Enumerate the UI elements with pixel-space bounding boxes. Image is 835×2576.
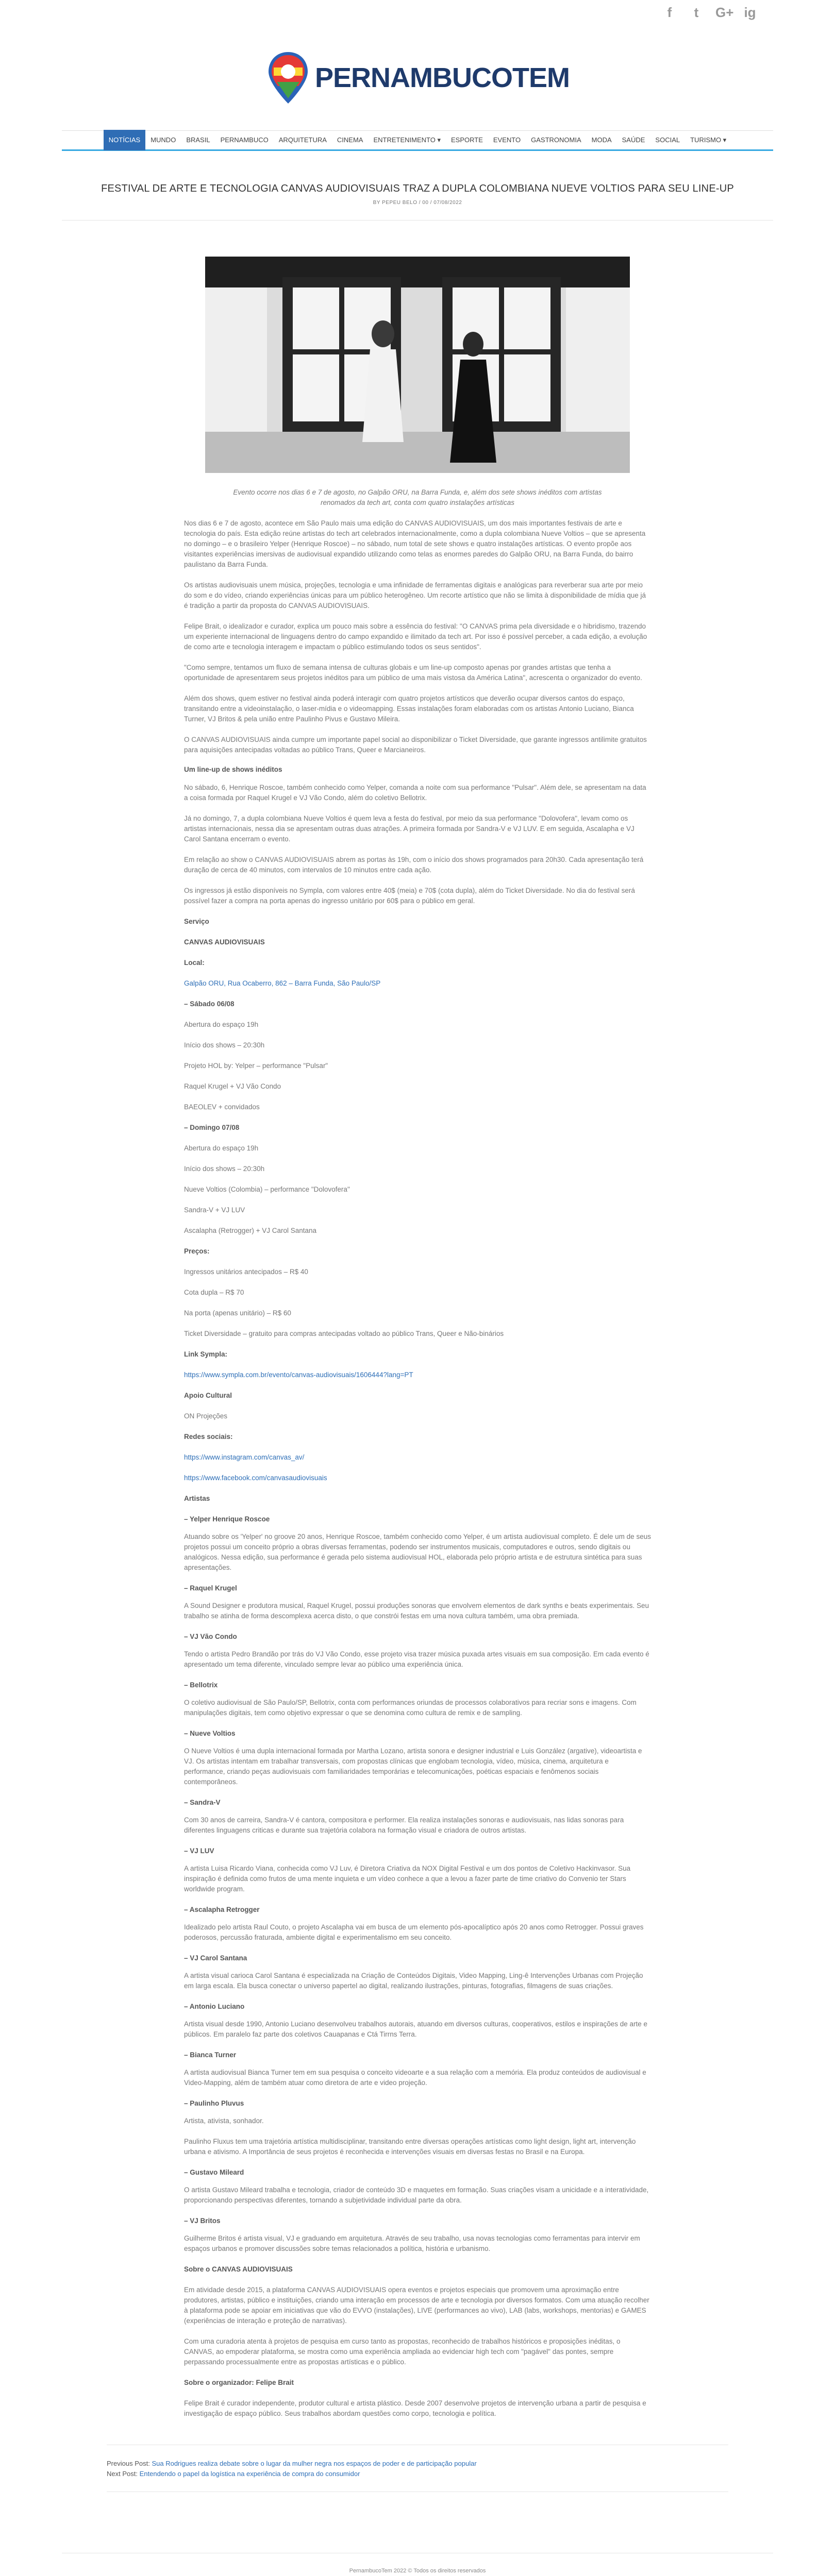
hero-caption: Evento ocorre nos dias 6 e 7 de agosto, no Galpão ORU, na Barra Funda, e, além dos sete shows inéditos com artistas renomados da tech art, conta com quatro instalações artísticas [233,488,602,506]
google-plus-icon[interactable]: G+ [715,4,734,20]
artist-name: – Paulinho Pluvus [184,2099,244,2107]
paragraph: Guilherme Britos é artista visual, VJ e graduando em arquitetura. Através de seu trabalho, usa novas tecnologias como ferramentas para intervir em espaços urbanos e promover discussões sobre temas relacionados a política, história e urbanismo. [184,2234,640,2252]
paragraph: Ticket Diversidade – gratuito para compras antecipadas voltado ao público Trans, Queer e Não-binários [184,1330,504,1337]
site-logo[interactable] [265,50,570,106]
logo-text-secondary: TEM [512,62,570,93]
paragraph: A Sound Designer e produtora musical, Raquel Krugel, possui produções sonoras que envolvem elementos de dark synths e beats experimentais. Seu trabalho se atinha de forma descomplexa acerca disto, o que constrói festas em uma nova cultura também, uma obra premiada. [184,1602,649,1620]
link-paragraph [184,1452,651,1463]
paragraph: Raquel Krugel + VJ Vão Condo [184,1082,281,1090]
nav-item-mundo[interactable]: MUNDO [151,136,176,144]
section-heading: Um line-up de shows inéditos [184,766,282,773]
artist-name: – Antonio Luciano [184,2003,245,2010]
artist-name: – VJ Britos [184,2217,221,2225]
artist-name: – Gustavo Mileard [184,2168,244,2176]
instagram-icon[interactable]: ig [744,4,756,20]
link-paragraph [184,1473,651,1483]
hero-image [205,257,630,473]
paragraph: Os artistas audiovisuais unem música, projeções, tecnologia e uma infinidade de ferramentas digitais e analógicas para reverberar sua arte por meio do som e do vídeo, criando experiências únicas para um público heterogêneo. Um recorte artístico que não se limita à disponibilidade de mídia que já é tradição a partir da proposta do CANVAS AUDIOVISUAIS. [184,581,646,609]
article-link[interactable]: https://www.instagram.com/canvas_av/ [184,1453,305,1461]
link-paragraph [184,978,651,989]
section-label: CANVAS AUDIOVISUAIS [184,938,265,946]
artist-name: – VJ Carol Santana [184,1954,247,1962]
artist-name: – VJ Vão Condo [184,1633,237,1640]
section-label: Preços: [184,1247,210,1255]
post-header [62,151,773,221]
article-link[interactable]: Galpão ORU, Rua Ocaberro, 862 – Barra Funda, São Paulo/SP [184,979,381,987]
paragraph: "Como sempre, tentamos um fluxo de semana intensa de culturas globais e um line-up composto apenas por grandes artistas que tenha a oportunidade de apresentarem seus projetos inéditos para um público de uma mais vistosa da América Latina", acrescenta o organizador do evento. [184,664,642,682]
artist-name: – Bianca Turner [184,2051,237,2059]
artist-name: – Bellotrix [184,1681,218,1689]
paragraph: Os ingressos já estão disponíveis no Sympla, com valores entre 40$ (meia) e 70$ (cota dupla), além do Ticket Diversidade. No dia do festival será possível fazer a compra na porta apenas do ingresso unitário por 60$ para o público em geral. [184,887,635,905]
paragraph: Com 30 anos de carreira, Sandra-V é cantora, compositora e performer. Ela realiza instalações sonoras e audiovisuais, nas lidas sonoras para diferentes linguagens criticas e durante sua trajetória colabora na formação visual e criadora de outros artistas. [184,1816,624,1834]
section-label: Artistas [184,1495,210,1502]
paragraph: Ascalapha (Retrogger) + VJ Carol Santana [184,1227,317,1234]
paragraph: ON Projeções [184,1412,228,1420]
paragraph: BAEOLEV + convidados [184,1103,260,1111]
section-label: Apoio Cultural [184,1392,232,1399]
paragraph: Artista, ativista, sonhador. [184,2117,264,2125]
main-nav [62,130,773,151]
twitter-icon[interactable]: t [694,4,699,20]
nav-item-moda[interactable]: MODA [591,136,612,144]
section-label: Redes sociais: [184,1433,233,1440]
paragraph: Idealizado pelo artista Raul Couto, o projeto Ascalapha vai em busca de um elemento pós-apocalíptico após 20 anos como Retrogger. Possui graves poderosos, percussão fraturada, ambiente digital e experimentalismo em seu conceito. [184,1923,644,1941]
paragraph: Na porta (apenas unitário) – R$ 60 [184,1309,291,1317]
facebook-icon[interactable]: f [667,4,672,20]
next-post-link[interactable]: Entendendo o papel da logística na experiência de compra do consumidor [139,2470,360,2478]
previous-post-link[interactable]: Sua Rodrigues realiza debate sobre o lugar da mulher negra nos espaços de poder e de participação popular [152,2460,477,2467]
paragraph: Projeto HOL by: Yelper – performance "Pulsar" [184,1062,328,1070]
post-content [184,221,651,2419]
previous-post-label: Previous Post: [107,2460,150,2467]
section-label: Sobre o organizador: Felipe Brait [184,2379,294,2386]
next-post [107,2469,728,2479]
logo-text-primary: PERNAMBUCO [314,62,512,93]
nav-item-brasil[interactable]: BRASIL [186,136,210,144]
social-bar [0,0,835,25]
paragraph: Já no domingo, 7, a dupla colombiana Nueve Voltios é quem leva a festa do festival, por meio da sua performance "Dolovofera", levam como os artistas internacionais, nessa dia se apresentam outras duas atrações. A primeira formada por Sandra-V e VJ LUV. E em seguida, Ascalapha e VJ Carol Santana encerram o evento. [184,815,634,843]
artist-name: – Ascalapha Retrogger [184,1906,260,1913]
artist-name: – Yelper Henrique Roscoe [184,1515,270,1523]
nav-item-saude[interactable]: SAÚDE [622,136,645,144]
nav-item-entretenimento[interactable]: ENTRETENIMENTO ▾ [373,136,441,144]
site-footer [62,2553,773,2576]
paragraph: Ingressos unitários antecipados – R$ 40 [184,1268,308,1276]
hero-photo-illustration [205,257,630,473]
paragraph: Nos dias 6 e 7 de agosto, acontece em São Paulo mais uma edição do CANVAS AUDIOVISUAIS, um dos mais importantes festivais de arte e tecnologia do país. Esta edição reúne artistas do tech art celebrados internacionalmente, como a dupla colombiana Nueve Voltios – que se apresenta no domingo – e o brasileiro Yelper (Henrique Roscoe) – no sábado, num total de sete shows e quatro instalações artísticas. O evento propõe aos visitantes experiências imersivas de audiovisual expandido utilizando como telas as enormes paredes do Galpão ORU, na Barra Funda, do bairro paulistano da Barra Funda. [184,519,646,568]
paragraph: A artista audiovisual Bianca Turner tem em sua pesquisa o conceito videoarte e a sua relação com a memória. Ela produz conteúdos de audiovisual e Video-Mapping, além de também atuar como diretora de arte e video projeção. [184,2069,646,2087]
paragraph: Felipe Brait é curador independente, produtor cultural e artista plástico. Desde 2007 desenvolve projetos de intervenção urbana a partir de pesquisa e investigação de espaço público. Seus trabalhos abordam questões como corpo, tecnologia e política. [184,2399,646,2417]
paragraph: A artista Luisa Ricardo Viana, conhecida como VJ Luv, é Diretora Criativa da NOX Digital Festival e um dos pontos de Coletivo Hackinvasor. Sua inspiração é definida como frutos de uma mente inquieta e um vídeo conhece a que a levou a fazer parte de time criativo do Convenio ter Stars worldwide program. [184,1865,631,1893]
post-meta: BY PEPEU BELO / 00 / 07/08/2022 [373,200,462,206]
location-pin-icon [265,50,311,106]
section-label: Sobre o CANVAS AUDIOVISUAIS [184,2265,293,2273]
artist-name: – VJ LUV [184,1847,214,1855]
section-label: – Sábado 06/08 [184,1000,235,1008]
paragraph: Atuando sobre os 'Yelper' no groove 20 anos, Henrique Roscoe, também conhecido como Yelper, é um artista audiovisual completo. É dele um de seus projetos possui um conceito próprio a obras diversas ferramentas, podendo ser instrumentos musicais, computadores e outros, sendo digitais ou analógicos. Nessa edição, sua performance é gerada pelo sistema audiovisual HOL, elaborada pelo próprio artista e de estrutura sintética para suas apresentações. [184,1533,651,1571]
article-link[interactable]: https://www.facebook.com/canvasaudiovisuais [184,1474,327,1482]
artist-name: – Raquel Krugel [184,1584,237,1592]
previous-post [107,2459,728,2469]
nav-item-turismo[interactable]: TURISMO ▾ [690,136,727,144]
paragraph: O artista Gustavo Mileard trabalha e tecnologia, criador de conteúdo 3D e maquetes em formação. Suas criações visam a unicidade e a interatividade, proporcionando perspectivas diferentes, tornando a subjetividade individual parte da obra. [184,2186,649,2204]
paragraph: Em relação ao show o CANVAS AUDIOVISUAIS abrem as portas às 19h, com o início dos shows programados para 20h30. Cada apresentação terá duração de cerca de 40 minutos, com intervalos de 10 minutos entre cada ação. [184,856,644,874]
paragraph: Tendo o artista Pedro Brandão por trás do VJ Vão Condo, esse projeto visa trazer música puxada artes visuais em sua composição. Em cada evento é apresentado um tema diferente, vinculado sempre levar ao público uma experiência única. [184,1650,649,1668]
nav-item-social[interactable]: SOCIAL [655,136,680,144]
site-header [0,25,835,130]
nav-item-noticias[interactable]: NOTÍCIAS [104,130,145,150]
paragraph: Abertura do espaço 19h [184,1021,259,1028]
paragraph: Com uma curadoria atenta à projetos de pesquisa em curso tanto as propostas, reconhecido de trabalhos históricos e proposições inéditas, o CANVAS, ao empoderar plataforma, se mostra como uma experiência ampliada ao evidenciar high tech com "pagável" das pontes, sempre perpassando processualmente entre as propostas artísticas e o público. [184,2337,621,2366]
paragraph: Artista visual desde 1990, Antonio Luciano desenvolveu trabalhos autorais, atuando em diversos culturas, cooperativos, estilos e inspirações de arte e públicos. Em paralelo faz parte dos coletivos Cauapanas e Ctá Tirrns Terra. [184,2020,648,2038]
paragraph: Nueve Voltios (Colombia) – performance "Dolovofera" [184,1185,350,1193]
paragraph: O Nueve Voltios é uma dupla internacional formada por Martha Lozano, artista sonora e designer industrial e Luis González (argative), videoartista e VJ. Os artistas intentam em trabalhar transversais, com propostas clínicas que englobam tecnologia, vídeo, música, cinema, arquitetura e performance, criando peças audiovisuais com familiaridades temporárias e telecomunicações, poéticas espaciais e fenômenos sociais contemporâneos. [184,1747,642,1786]
link-paragraph [184,1370,651,1380]
artist-name: – Nueve Voltios [184,1730,236,1737]
nav-item-gastronomia[interactable]: GASTRONOMIA [531,136,581,144]
paragraph: O CANVAS AUDIOVISUAIS ainda cumpre um importante papel social ao disponibilizar o Ticket Diversidade, que garante ingressos antilimite gratuitos para aquisições antecipadas voltadas ao público Trans, Queer e Marcianeiros. [184,736,647,754]
paragraph: Em atividade desde 2015, a plataforma CANVAS AUDIOVISUAIS opera eventos e projetos especiais que promovem uma aproximação entre produtores, artistas, público e instituições, criando uma interação em processos de arte e tecnologia por diversos formatos. Com uma atuação recolher à plataforma pode se apoiar em iniciativas que vão do EVVO (instalações), LIVE (performances ao vivo), LAB (labs, workshops, mentorias) e GAMES (experiências de interação e proteção de narrativas). [184,2286,649,2325]
paragraph: Além dos shows, quem estiver no festival ainda poderá interagir com quatro projetos artísticos que deverão ocupar diversos cantos do espaço, transitando entre a videoinstalação, o laser-mídia e o videomapping. Essas instalações foram elaboradas com os artistas Antonio Luciano, Bianca Turner, VJ Britos & pela união entre Paulinho Pivus e Gustavo Mileira. [184,694,634,723]
section-label: Local: [184,959,205,967]
section-label: Serviço [184,918,209,925]
post-title: FESTIVAL DE ARTE E TECNOLOGIA CANVAS AUDIOVISUAIS TRAZ A DUPLA COLOMBIANA NUEVE VOLTIOS PARA SEU LINE-UP [101,183,734,194]
paragraph: O coletivo audiovisual de São Paulo/SP, Bellotrix, conta com performances oriundas de processos colaborativos para recriar sons e imagens. Com manipulações digitais, tem como objetivo expressar o que se denomina como cultura de remix e de sampling. [184,1699,637,1717]
paragraph: Paulinho Fluxus tem uma trajetória artística multidisciplinar, transitando entre diversas operações artísticas como light design, light art, intervenção urbana e ativismo. A Importância de seus projetos é reconhecida e intervenções visuais em diversas festas no Brasil e na Europa. [184,2138,636,2156]
paragraph: No sábado, 6, Henrique Roscoe, também conhecido como Yelper, comanda a noite com sua performance "Pulsar". Além dele, se apresentam na data a coisa formada por Raquel Krugel e VJ Vão Condo, além do coletivo Bellotrix. [184,784,646,802]
section-label: – Domingo 07/08 [184,1124,240,1131]
paragraph: Abertura do espaço 19h [184,1144,259,1152]
paragraph: Cota dupla – R$ 70 [184,1289,244,1296]
copyright-text: PernambucoTem 2022 © Todos os direitos reservados [349,2568,486,2574]
nav-item-arquitetura[interactable]: ARQUITETURA [278,136,327,144]
paragraph: A artista visual carioca Carol Santana é especializada na Criação de Conteúdos Digitais, Video Mapping, Ling-ê Intervenções Urbanas com Projeção em larga escala. Ela busca conectar o universo papertel ao digital, realizando ilustrações, pinturas, fotografias, filmagens de suas criações. [184,1972,643,1990]
nav-item-evento[interactable]: EVENTO [493,136,521,144]
article-link[interactable]: https://www.sympla.com.br/evento/canvas-audiovisuais/1606444?lang=PT [184,1371,413,1379]
paragraph: Início dos shows – 20:30h [184,1041,265,1049]
paragraph: Início dos shows – 20:30h [184,1165,265,1173]
nav-item-cinema[interactable]: CINEMA [337,136,363,144]
nav-item-pernambuco[interactable]: PERNAMBUCO [220,136,269,144]
nav-item-esporte[interactable]: ESPORTE [451,136,483,144]
paragraph: Sandra-V + VJ LUV [184,1206,245,1214]
artist-name: – Sandra-V [184,1799,221,1806]
next-post-label: Next Post: [107,2470,138,2478]
article-body [184,518,651,2419]
paragraph: Felipe Brait, o idealizador e curador, explica um pouco mais sobre a essência do festival: "O CANVAS prima pela diversidade e o hibridismo, trazendo um experiente internacional de linguagens dentro do campo expandido e ilimitado da tech art. Por isso é possível perceber, a cada edição, a evolução de como arte e tecnologia interagem e impactam o público estimulando todos os seus sentidos". [184,622,647,651]
section-label: Link Sympla: [184,1350,228,1358]
post-navigation [107,2445,728,2492]
